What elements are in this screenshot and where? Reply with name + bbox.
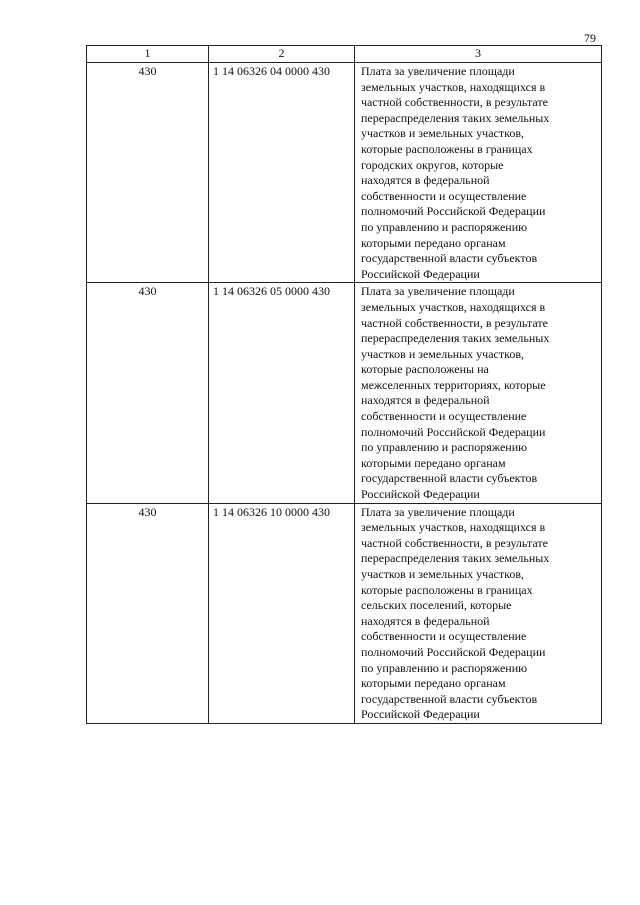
description-line: собственности и осуществление	[361, 188, 527, 203]
description-line: которыми передано органам	[361, 235, 506, 250]
description-line: участков и земельных участков,	[361, 567, 524, 581]
description-line: частной собственности, в результате	[361, 315, 548, 330]
description-line: которые расположены на	[361, 362, 489, 377]
description-line: городских округов, которые	[361, 157, 504, 172]
description-line: собственности и осуществление	[361, 629, 527, 644]
description-line: которыми передано органам	[361, 676, 506, 691]
description-line: участков и земельных участков,	[361, 346, 524, 361]
description-line: по управлению и распоряжению	[361, 219, 528, 234]
description-line: которые расположены в границах	[361, 141, 533, 156]
description-line: перераспределения таких земельных	[361, 110, 550, 125]
description-line: частной собственности, в результате	[361, 535, 548, 550]
description-line: которыми передано органам	[361, 455, 506, 470]
description-line: перераспределения таких земельных	[361, 551, 550, 566]
description-line: собственности и осуществление	[361, 409, 527, 424]
description-line: частной собственности, в результате	[361, 95, 548, 110]
revenue-code-table	[86, 45, 602, 724]
description-line: находятся в федеральной	[361, 173, 490, 188]
description-line: полномочий Российской Федерации	[361, 644, 546, 659]
description-line: межселенных территориях, которые	[361, 377, 546, 392]
revenue-code-cell: 1 14 06326 10 0000 430	[209, 503, 355, 723]
table-row	[87, 283, 602, 503]
description-line: участков и земельных участков,	[361, 126, 524, 141]
description-line: Плата за увеличение площади	[361, 284, 515, 299]
description-line: Российской Федерации	[361, 266, 480, 281]
table-row	[87, 63, 602, 283]
revenue-description-cell	[355, 63, 602, 283]
description-line: Российской Федерации	[361, 707, 480, 722]
description-line: которые расположены в границах	[361, 582, 533, 597]
description-line: полномочий Российской Федерации	[361, 424, 546, 439]
column-header-1: 1	[87, 46, 209, 63]
column-header-3: 3	[355, 46, 602, 63]
description-line: Российской Федерации	[361, 487, 480, 502]
table-header-row	[87, 46, 602, 63]
admin-code-cell: 430	[87, 63, 209, 283]
description-line: земельных участков, находящихся в	[361, 79, 546, 94]
description-line: государственной власти субъектов	[361, 471, 538, 486]
page-number: 79	[584, 31, 596, 45]
description-line: земельных участков, находящихся в	[361, 299, 546, 314]
revenue-description-cell	[355, 283, 602, 503]
admin-code-cell: 430	[87, 503, 209, 723]
column-header-2: 2	[209, 46, 355, 63]
description-line: Плата за увеличение площади	[361, 64, 515, 78]
revenue-code-cell: 1 14 06326 05 0000 430	[209, 283, 355, 503]
description-line: государственной власти субъектов	[361, 251, 538, 266]
table-body	[87, 46, 602, 724]
description-line: земельных участков, находящихся в	[361, 520, 546, 535]
description-line: полномочий Российской Федерации	[361, 204, 546, 219]
description-line: сельских поселений, которые	[361, 598, 512, 613]
table-row	[87, 503, 602, 723]
description-line: государственной власти субъектов	[361, 691, 538, 706]
description-line: находятся в федеральной	[361, 393, 490, 408]
description-line: перераспределения таких земельных	[361, 331, 550, 346]
description-line: Плата за увеличение площади	[361, 504, 515, 519]
admin-code-cell: 430	[87, 283, 209, 503]
description-line: находятся в федеральной	[361, 613, 490, 628]
revenue-description-cell	[355, 503, 602, 723]
description-line: по управлению и распоряжению	[361, 660, 528, 675]
description-line: по управлению и распоряжению	[361, 440, 528, 455]
revenue-code-cell: 1 14 06326 04 0000 430	[209, 63, 355, 283]
